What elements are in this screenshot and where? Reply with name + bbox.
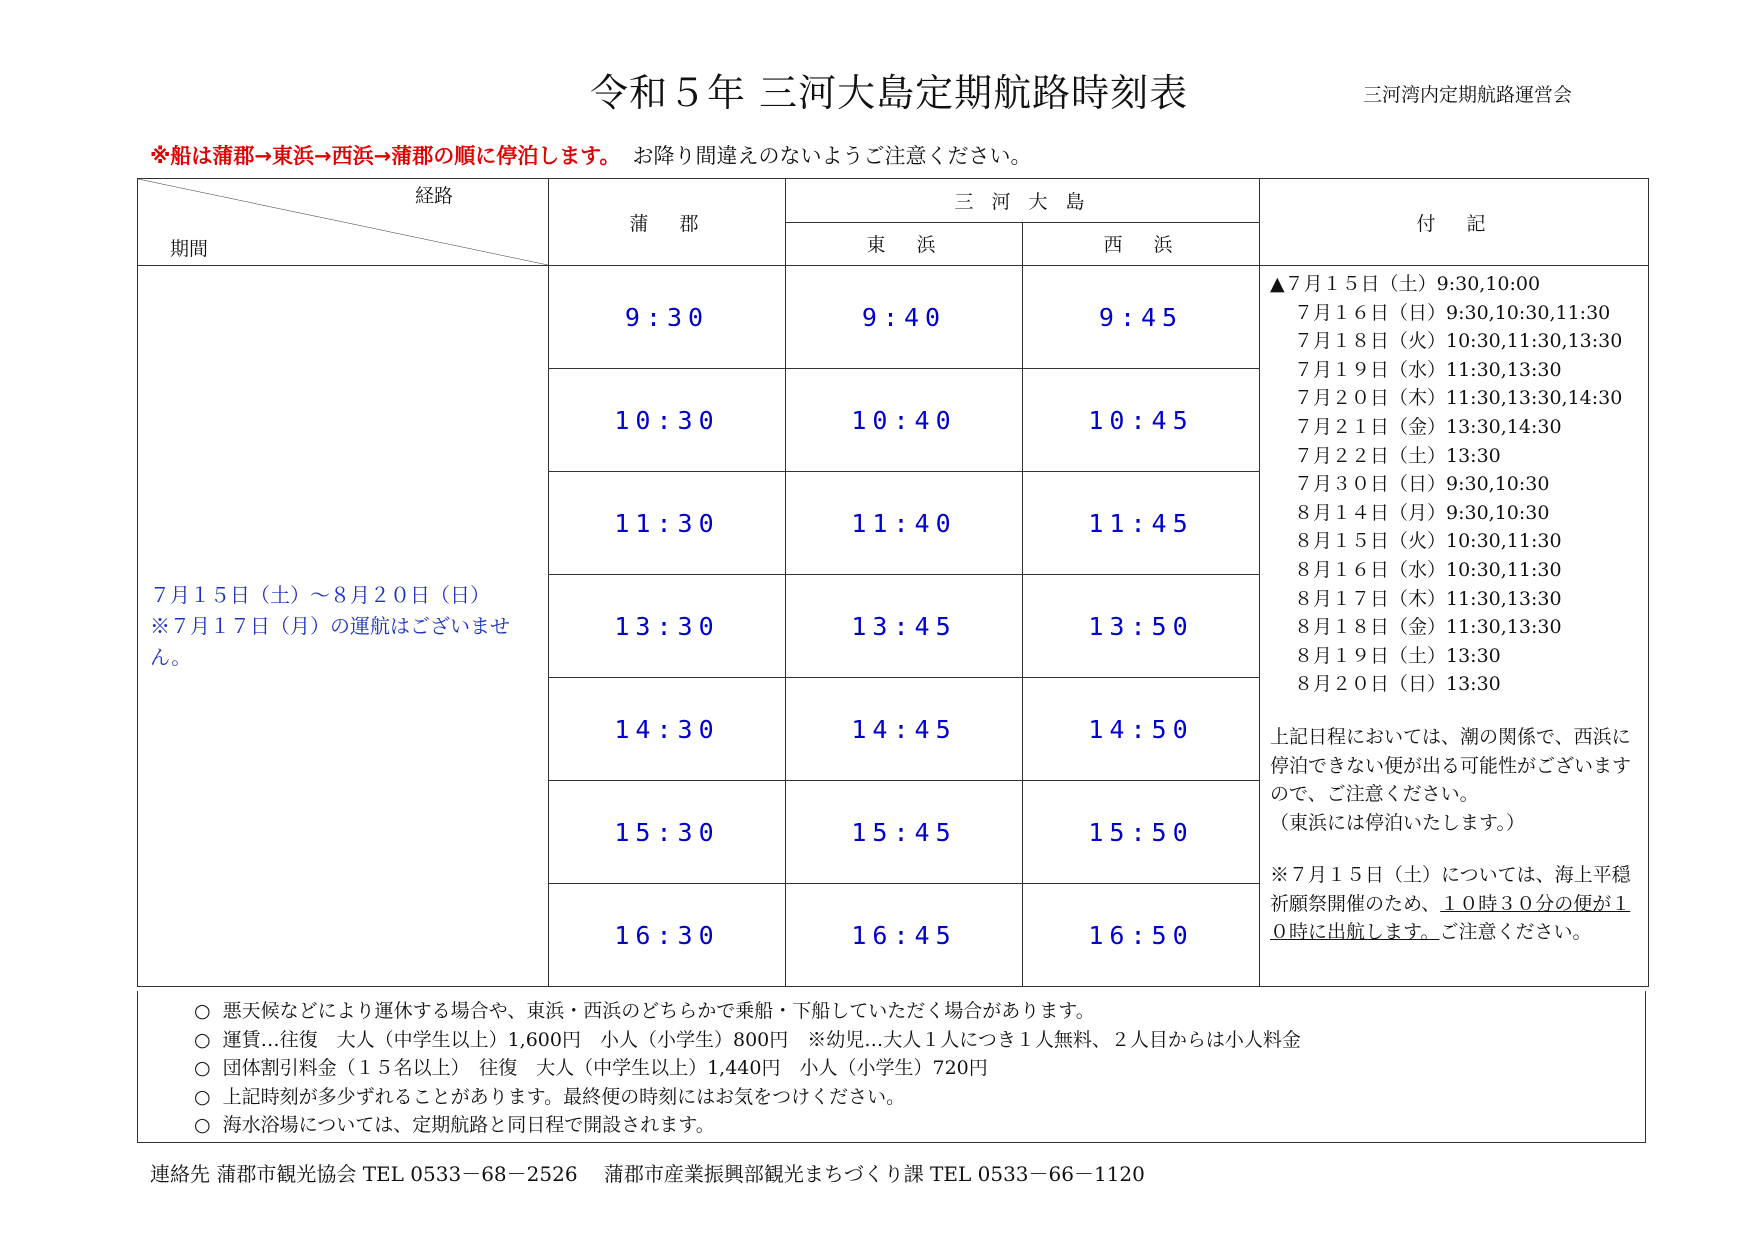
footer-note-text: 団体割引料金（１５名以上） 往復 大人（中学生以上）1,440円 小人（小学生）720円 [222,1057,988,1080]
arrival-higashihama: 15:45 [786,781,1023,884]
departure-gamagori: 15:30 [549,781,786,884]
special-note-suffix: ご注意ください。 [1439,921,1592,944]
timetable [137,178,1649,987]
route-period-header [138,179,549,266]
schedule-line: ８月１９日（土）13:30 [1294,644,1501,667]
service-period-exception: ※７月１７日（月）の運航はございません。 [150,613,510,669]
schedule-line: ７月２２日（土）13:30 [1294,444,1501,467]
departure-gamagori: 13:30 [549,575,786,678]
service-period [138,266,549,987]
arrival-higashihama: 9:40 [786,266,1023,369]
arrival-nishihama: 13:50 [1023,575,1260,678]
footer-note [194,1111,1645,1140]
circle-bullet: ○ [194,1085,211,1108]
schedule-line: ７月１６日（日）9:30,10:30,11:30 [1294,301,1611,324]
arrival-higashihama: 11:40 [786,472,1023,575]
footer-note-text: 上記時刻が多少ずれることがあります。最終便の時刻にはお気をつけください。 [222,1085,906,1108]
footer-note [194,1054,1645,1083]
stop-order-highlight: ※船は蒲郡→東浜→西浜→蒲郡の順に停泊します。 [150,144,621,168]
schedule-line: ７月２１日（金）13:30,14:30 [1294,415,1562,438]
schedule-line: ８月１８日（金）11:30,13:30 [1294,616,1562,639]
arrival-higashihama: 16:45 [786,884,1023,987]
footer-note [194,1083,1645,1112]
organization-name: 三河湾内定期航路運営会 [1363,84,1573,106]
arrival-higashihama: 13:45 [786,575,1023,678]
arrival-nishihama: 9:45 [1023,266,1260,369]
tide-note [1270,723,1640,837]
arrival-nishihama: 10:45 [1023,369,1260,472]
schedule-line: ８月２０日（日）13:30 [1294,673,1501,696]
departure-gamagori: 9:30 [549,266,786,369]
schedule-line: ７月３０日（日）9:30,10:30 [1294,473,1550,496]
gamagori-header: 蒲 郡 [549,179,786,266]
footer-note [194,997,1645,1026]
schedule-line: ▲７月１５日（土）9:30,10:00 [1270,273,1541,295]
stop-order-notice [150,140,1032,170]
circle-bullet: ○ [194,1057,211,1080]
stop-order-caution: お降り間違えのないようご注意ください。 [632,144,1032,168]
table-row [138,266,1649,369]
circle-bullet: ○ [194,1114,211,1137]
circle-bullet: ○ [194,1000,211,1022]
mikawa-oshima-header: 三 河 大 島 [786,179,1260,223]
departure-gamagori: 16:30 [549,884,786,987]
period-label: 期間 [170,238,209,260]
notes-cell [1260,266,1649,987]
arrival-nishihama: 16:50 [1023,884,1260,987]
footer-note-text: 海水浴場については、定期航路と同日程で開設されます。 [222,1114,715,1137]
footer-notes [137,991,1646,1143]
higashihama-header: 東 浜 [786,222,1023,266]
nishihama-header: 西 浜 [1023,222,1260,266]
schedule-line: ７月１９日（水）11:30,13:30 [1294,358,1562,381]
contact-info: 連絡先 蒲郡市観光協会 TEL 0533－68－2526 蒲郡市産業振興部観光まちづくり課 TEL 0533－66－1120 [150,1162,1145,1186]
schedule-line: ８月１７日（木）11:30,13:30 [1294,587,1562,610]
tide-note-sub: （東浜には停泊いたします。） [1270,811,1525,834]
departure-gamagori: 11:30 [549,472,786,575]
arrival-nishihama: 11:45 [1023,472,1260,575]
route-label: 経路 [414,185,453,207]
arrival-nishihama: 15:50 [1023,781,1260,884]
schedule-line: ７月２０日（木）11:30,13:30,14:30 [1294,387,1623,410]
special-note [1270,861,1640,947]
arrival-higashihama: 10:40 [786,369,1023,472]
schedule-line: ８月１６日（水）10:30,11:30 [1294,558,1562,581]
circle-bullet: ○ [194,1028,211,1051]
footer-note-text: 運賃…往復 大人（中学生以上）1,600円 小人（小学生）800円 ※幼児…大人１人につき１人無料、２人目からは小人料金 [222,1028,1301,1051]
tide-note-text: 上記日程においては、潮の関係で、西浜に停泊できない便が出る可能性がございますので、ご注意ください。 [1270,725,1632,806]
page-title: 令和５年 三河大島定期航路時刻表 [590,71,1189,115]
departure-gamagori: 14:30 [549,678,786,781]
arrival-higashihama: 14:45 [786,678,1023,781]
schedule-line: ８月１４日（月）9:30,10:30 [1294,501,1550,524]
special-note-prefix: ※７月１５日（土）については、海上平穏祈願祭開催のため、 [1270,864,1631,915]
service-period-dates: ７月１５日（土）～８月２０日（日） [150,582,490,607]
departure-gamagori: 10:30 [549,369,786,472]
special-note-underlined: １０時３０分の便が１０時に出航します。 [1270,892,1631,944]
schedule-line: ８月１５日（火）10:30,11:30 [1294,530,1562,553]
schedule-line: ７月１８日（火）10:30,11:30,13:30 [1294,330,1623,353]
footer-note [194,1026,1645,1055]
notes-header: 付 記 [1260,179,1649,266]
footer-note-text: 悪天候などにより運休する場合や、東浜・西浜のどちらかで乗船・下船していただく場合があります。 [222,1000,1095,1022]
arrival-nishihama: 14:50 [1023,678,1260,781]
